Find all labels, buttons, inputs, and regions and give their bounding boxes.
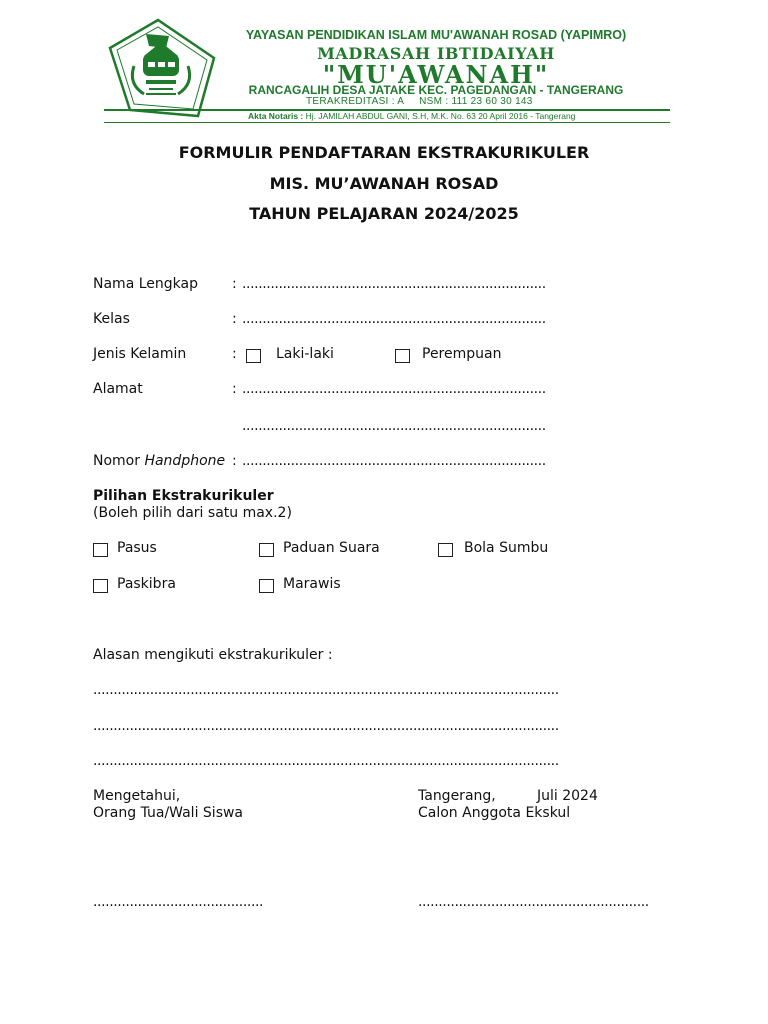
name-field[interactable]: ........................................................................... (242, 276, 546, 292)
parent-signature-line[interactable]: .......................................... (93, 894, 264, 910)
address-field-line1[interactable]: ........................................................................... (242, 381, 546, 397)
gender-colon: : (232, 346, 237, 362)
class-colon: : (232, 311, 237, 327)
name-label: Nama Lengkap (93, 276, 198, 292)
marawis-label: Marawis (283, 576, 341, 592)
parent-label: Orang Tua/Wali Siswa (93, 805, 244, 821)
name-colon: : (232, 276, 237, 292)
pasus-checkbox[interactable] (93, 543, 108, 557)
reason-label: Alasan mengikuti ekstrakurikuler : (93, 647, 333, 663)
foundation-name: YAYASAN PENDIDIKAN ISLAM MU'AWANAH ROSAD (YAPIMRO) (245, 28, 627, 42)
notary-line (248, 111, 575, 121)
academic-year: TAHUN PELAJARAN 2024/2025 (249, 204, 519, 223)
pasus-label: Pasus (117, 540, 157, 556)
notary-label: Akta Notaris : (248, 111, 304, 121)
phone-label (93, 453, 225, 469)
male-option-label: Laki-laki (276, 346, 334, 362)
paskibra-label: Paskibra (117, 576, 176, 592)
gender-label: Jenis Kelamin (93, 346, 187, 362)
date-label: Juli 2024 (537, 788, 598, 804)
phone-label-italic: Handphone (144, 453, 226, 469)
address-field-line2[interactable]: ........................................................................... (242, 418, 546, 434)
nsm-number: NSM : 111 23 60 30 143 (419, 96, 533, 107)
address-colon: : (232, 381, 237, 397)
candidate-label: Calon Anggota Ekskul (418, 805, 571, 821)
phone-label-prefix: Nomor (93, 453, 140, 469)
paskibra-checkbox[interactable] (93, 579, 108, 593)
marawis-checkbox[interactable] (259, 579, 274, 593)
class-label: Kelas (93, 311, 130, 327)
accreditation-line (306, 96, 533, 107)
letterhead-divider-bottom (104, 122, 670, 123)
female-option-label: Perempuan (422, 346, 502, 362)
school-seal-icon (106, 18, 218, 118)
accreditation-status: TERAKREDITASI : A (306, 96, 404, 107)
notary-text: Hj. JAMILAH ABDUL GANI, S.H, M.K. No. 63 20 April 2016 - Tangerang (305, 111, 576, 121)
reason-line-2[interactable]: ................................................................................................................... (93, 718, 559, 734)
acknowledged-label: Mengetahui, (93, 788, 181, 804)
school-subtitle: MIS. MU’AWANAH ROSAD (269, 174, 499, 193)
class-field[interactable]: ........................................................................... (242, 311, 546, 327)
school-address: RANCAGALIH DESA JATAKE KEC. PAGEDANGAN - TANGERANG (248, 83, 624, 97)
form-title: FORMULIR PENDAFTARAN EKSTRAKURIKULER (178, 143, 590, 162)
reason-line-3[interactable]: ................................................................................................................... (93, 753, 559, 769)
male-checkbox[interactable] (246, 349, 261, 363)
paduan-suara-checkbox[interactable] (259, 543, 274, 557)
reason-line-1[interactable]: ................................................................................................................... (93, 682, 559, 698)
school-name: "MU'AWANAH" (322, 60, 550, 89)
extracurricular-note: (Boleh pilih dari satu max.2) (93, 505, 292, 521)
phone-field[interactable]: ........................................................................... (242, 453, 546, 469)
school-logo (106, 18, 218, 118)
bola-sumbu-checkbox[interactable] (438, 543, 453, 557)
place-label: Tangerang, (418, 788, 496, 804)
female-checkbox[interactable] (395, 349, 410, 363)
extracurricular-heading: Pilihan Ekstrakurikuler (93, 488, 274, 504)
phone-colon: : (232, 453, 237, 469)
school-type: MADRASAH IBTIDAIYAH (317, 44, 555, 63)
paduan-suara-label: Paduan Suara (283, 540, 380, 556)
bola-sumbu-label: Bola Sumbu (464, 540, 549, 556)
address-label: Alamat (93, 381, 143, 397)
candidate-signature-line[interactable]: ......................................................... (418, 894, 649, 910)
